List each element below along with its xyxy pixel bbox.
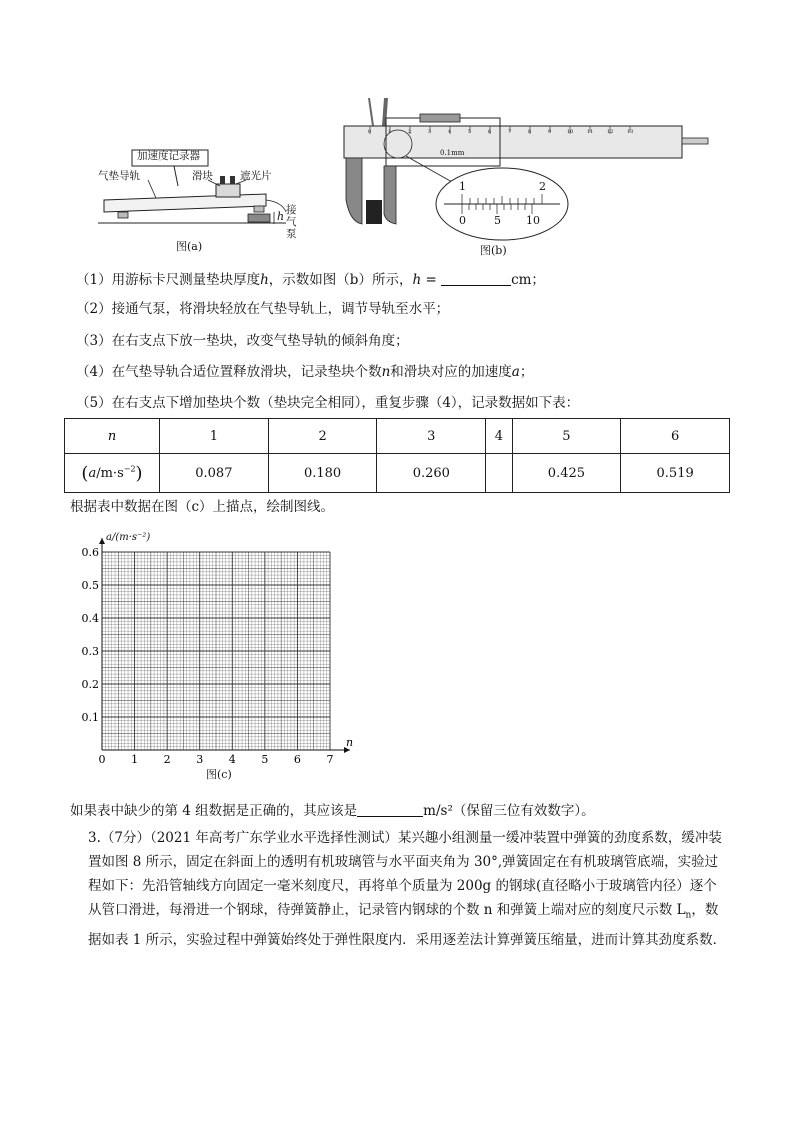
question-suffix: m/s²（保留三位有效数字）。 (423, 803, 595, 819)
main-scale-label: 10 (567, 129, 574, 135)
table-cell: 2 (268, 419, 377, 454)
y-tick-label: 0.5 (81, 579, 99, 592)
chart-caption: 图(c) (206, 768, 232, 781)
problem-3-text: 3.（7分）（2021 年高考广东学业水平选择性测试）某兴趣小组测量一缓冲装置中弹簧的劲度系数，缓冲装置如图 8 所示，固定在斜面上的透明有机玻璃管与水平面夹角为 30°,弹簧固定在有机玻璃管底端，实验过程如下：先沿管轴线方向固定一毫米刻度尺，再将单个质量为 200g 的钢球(直径略小于玻璃管内径）逐个从管口滑进，每滑进一个钢球，待弹簧静止，记录管内钢球的个数 n 和弹簧上端对应的刻度尺示数 L (88, 830, 722, 918)
var-a: a (88, 465, 97, 481)
zoom-main-label: 2 (539, 180, 546, 193)
label-slider: 滑块 (192, 170, 213, 182)
table-cell: 1 (160, 419, 269, 454)
y-tick-label: 0.6 (81, 546, 99, 559)
main-scale-label: 0 (368, 129, 372, 135)
x-tick-label: 1 (131, 753, 139, 766)
table-cell: 0.087 (160, 454, 269, 493)
table-cell: 3 (377, 419, 486, 454)
table-head-a: $(a/m\cdot s^{-2})$ (65, 454, 160, 493)
caption-fig-b: 图(b) (480, 244, 507, 257)
main-scale-labels (340, 129, 712, 139)
figure-a (96, 146, 306, 258)
table-row (65, 454, 730, 493)
main-scale-label: 12 (607, 129, 614, 135)
table-cell: 5 (512, 419, 621, 454)
y-axis-arrow (99, 538, 105, 544)
label-recorder: 加速度记录器 (137, 150, 200, 162)
table-cell: 6 (621, 419, 730, 454)
zoom-vernier-label: 10 (526, 214, 540, 227)
main-scale-label: 1 (388, 129, 392, 135)
graph-paper[interactable] (80, 532, 370, 788)
main-scale-label: 4 (448, 129, 452, 135)
table-cell: 0.180 (268, 454, 377, 493)
main-scale-label: 11 (587, 129, 594, 135)
step-1-unit: cm； (511, 272, 545, 288)
var-n: n (381, 364, 391, 380)
unit-text: m·s (100, 465, 124, 481)
y-tick-label: 0.1 (81, 711, 99, 724)
var-a: a (511, 364, 520, 380)
x-axis-label: n (346, 736, 354, 749)
table-cell-empty[interactable] (486, 454, 512, 493)
zoom-vernier-label: 5 (494, 214, 501, 227)
x-tick-label: 2 (163, 753, 171, 766)
precision-label: 0.1mm (440, 149, 465, 157)
main-scale-label: 3 (428, 129, 432, 135)
step-5: （5）在右支点下增加垫块个数（垫块完全相同），重复步骤（4），记录数据如下表： (76, 395, 580, 411)
label-pump: 接气泵 (286, 204, 297, 240)
y-tick-label: 0.4 (81, 612, 99, 625)
answer-blank-h[interactable] (441, 271, 511, 286)
chart-ylabel: a/(m·s⁻²) (106, 532, 151, 543)
var-h: h (260, 272, 269, 288)
step-4-text: 和滑块对应的加速度 (390, 364, 512, 380)
table-cell: 0.260 (377, 454, 486, 493)
main-scale-label: 8 (528, 129, 532, 135)
data-table (64, 418, 730, 493)
y-tick-label: 0.3 (81, 645, 99, 658)
x-tick-label: 6 (293, 753, 301, 766)
table-cell: 0.425 (512, 454, 621, 493)
main-scale-label: 6 (488, 129, 492, 135)
x-tick-label: 3 (196, 753, 204, 766)
vernier-caliper-diagram (340, 96, 712, 260)
problem-3 (88, 826, 728, 952)
label-h: h (277, 210, 285, 223)
equals-sign: = (421, 272, 442, 288)
var-h: h (412, 272, 422, 288)
step-2: （2）接通气泵，将滑块轻放在气垫导轨上，调节导轨至水平； (76, 301, 450, 317)
step-4-text: （4）在气垫导轨合适位置释放滑块，记录垫块个数 (76, 364, 382, 380)
main-scale-label: 9 (548, 129, 552, 135)
zoom-main-label: 1 (459, 180, 466, 193)
label-shade: 遮光片 (240, 170, 272, 182)
main-scale-label: 7 (508, 129, 512, 135)
step-4 (76, 363, 533, 381)
x-tick-label: 7 (326, 753, 334, 766)
x-tick-label: 0 (98, 753, 106, 766)
question-line (70, 802, 595, 820)
table-head-n: n (65, 419, 160, 454)
plot-instruction: 根据表中数据在图（c）上描点，绘制图线。 (70, 499, 335, 515)
step-1-mid: ，示数如图（b）所示， (268, 272, 413, 288)
figure-b (340, 96, 712, 260)
table-row (65, 419, 730, 454)
unit-exp: −2 (123, 464, 136, 474)
table-cell: 4 (486, 419, 512, 454)
answer-blank-a4[interactable] (357, 802, 423, 817)
label-air-rail: 气垫导轨 (98, 170, 140, 182)
step-3: （3）在右支点下放一垫块，改变气垫导轨的倾斜角度； (76, 333, 409, 349)
zoom-vernier-label: 0 (459, 214, 466, 227)
main-scale-label: 5 (468, 129, 472, 135)
table-cell: 0.519 (621, 454, 730, 493)
step-1 (76, 271, 545, 289)
problem-3-text: ，数据如表 1 所示，实验过程中弹簧始终处于弹性限度内．采用逐差法计算弹簧压缩量，进而计算其劲度系数． (88, 902, 727, 948)
step-1-prefix: （1）用游标卡尺测量垫块厚度 (76, 272, 261, 288)
chart-c (80, 532, 370, 788)
problem-3-sub: n (685, 910, 692, 921)
main-scale-label: 2 (408, 129, 412, 135)
y-tick-label: 0.2 (81, 678, 99, 691)
main-scale-label: 13 (627, 129, 634, 135)
step-4-text: ； (519, 364, 534, 380)
question-prefix: 如果表中缺少的第 4 组数据是正确的，其应该是 (70, 803, 358, 819)
x-tick-label: 4 (228, 753, 236, 766)
x-tick-label: 5 (261, 753, 269, 766)
caption-fig-a: 图(a) (176, 240, 203, 253)
